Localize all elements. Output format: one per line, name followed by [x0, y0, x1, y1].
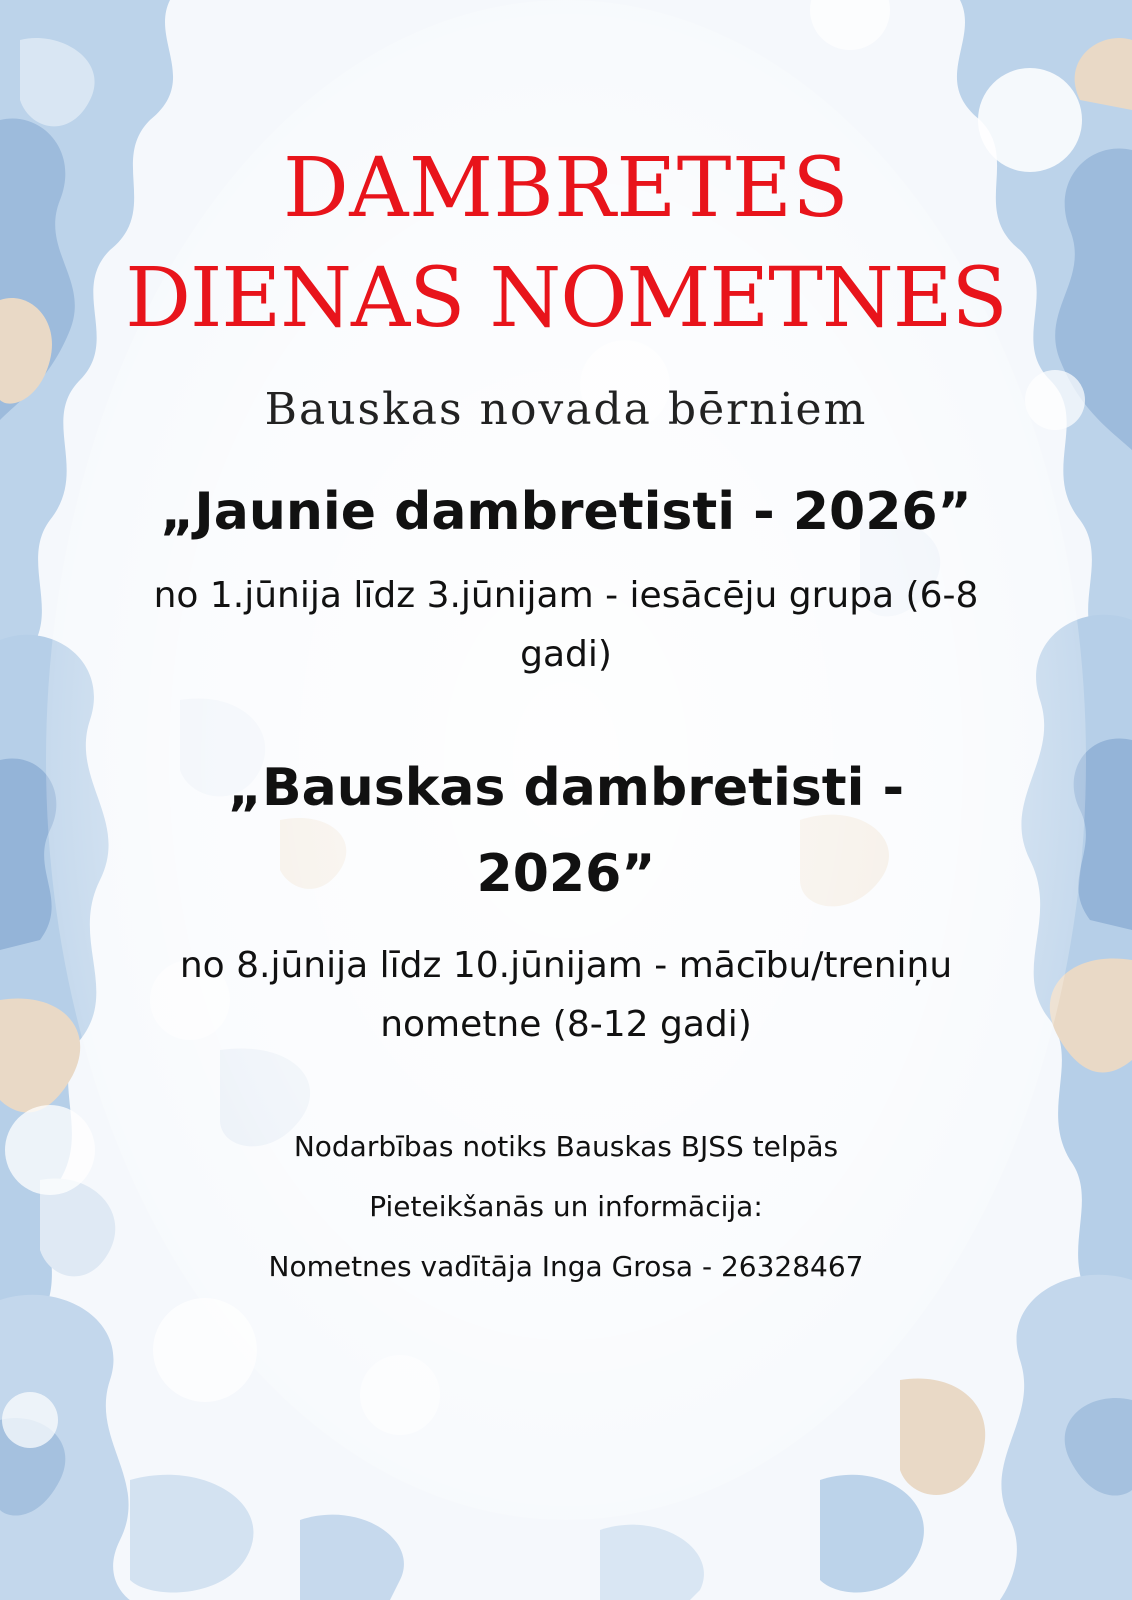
title-line-2: DIENAS NOMETNES — [125, 251, 1007, 346]
camp2-description: no 8.jūnija līdz 10.jūnijam - mācību/treniņu nometne (8-12 gadi) — [179, 945, 953, 1046]
camp2-title: „Bauskas dambretisti - 2026” — [227, 758, 905, 904]
camp1-title: „Jaunie dambretisti - 2026” — [160, 482, 972, 542]
camp1-description: no 1.jūnija līdz 3.jūnijam - iesācēju grupa (6-8 gadi) — [153, 575, 979, 676]
subtitle: Bauskas novada bērniem — [264, 384, 868, 435]
title-line-1: DAMBRETES — [282, 141, 849, 236]
location-text: Nodarbības notiks Bauskas BJSS telpās — [293, 1130, 839, 1163]
contact-text: Nometnes vadītāja Inga Grosa - 26328467 — [268, 1250, 864, 1283]
registration-label: Pieteikšanās un informācija: — [369, 1190, 763, 1223]
